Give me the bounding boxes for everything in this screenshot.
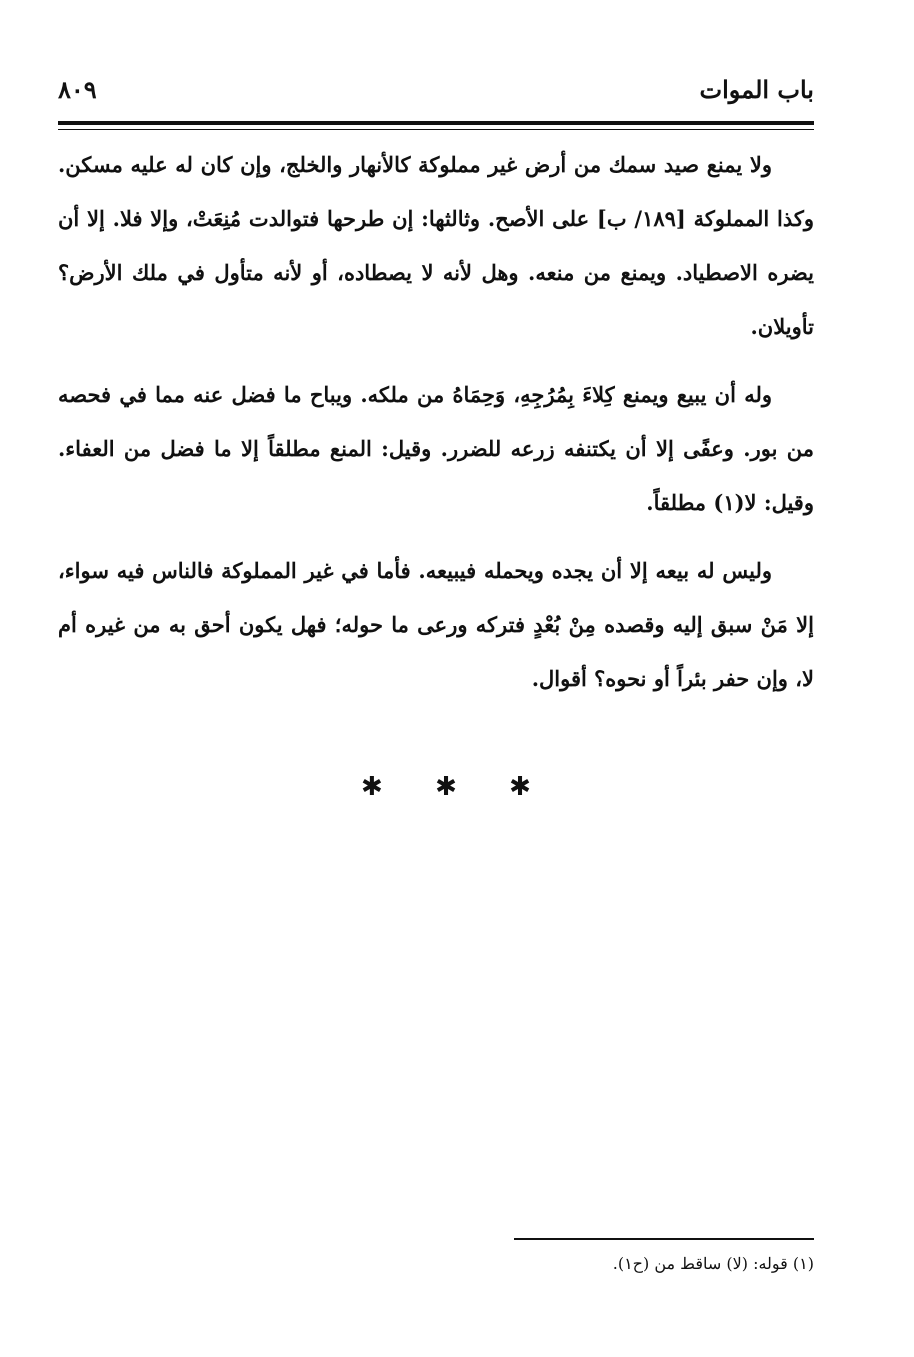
page-number: ٨٠٩ bbox=[58, 75, 97, 104]
paragraph: ولا يمنع صيد سمك من أرض غير مملوكة كالأنهار والخلج، وإن كان له عليه مسكن. وكذا المملوكة [١٨٩/ ب] على الأصح. وثالثها: إن طرحها فتوالدت مُنِعَتْ، وإلا فلا. إلا أن يضره الاصطياد. ويمنع من منعه. وهل لأنه لا يصطاده، أو لأنه متأول في ملك الأرض؟ تأويلان. bbox=[58, 152, 814, 339]
header-rule-thick bbox=[58, 121, 814, 125]
body-text bbox=[58, 138, 814, 720]
section-title: باب الموات bbox=[699, 75, 814, 104]
paragraph: وله أن يبيع ويمنع كِلاءَ بِمُرُجِهِ، وَحِمَاهُ من ملكه. ويباح ما فضل عنه مما في فحصه من بور. وعفًى إلا أن يكتنفه زرعه للضرر. وقيل: المنع مطلقاً إلا ما فضل من العفاء. وقيل: لا(١) مطلقاً. bbox=[58, 382, 814, 515]
running-head bbox=[58, 72, 814, 112]
header-rule-thin bbox=[58, 129, 814, 130]
paragraph: وليس له بيعه إلا أن يجده ويحمله فيبيعه. فأما في غير المملوكة فالناس فيه سواء، إلا مَنْ سبق إليه وقصده مِنْ بُعْدٍ فتركه ورعى ما حوله؛ فهل يكون أحق به من غيره أم لا، وإن حفر بئراً أو نحوه؟ أقوال. bbox=[58, 558, 814, 691]
footnote-rule bbox=[514, 1238, 814, 1240]
section-ornament: ✱ ✱ ✱ bbox=[361, 772, 553, 802]
footnote: (١) قوله: (لا) ساقط من (ح١). bbox=[612, 1254, 814, 1273]
